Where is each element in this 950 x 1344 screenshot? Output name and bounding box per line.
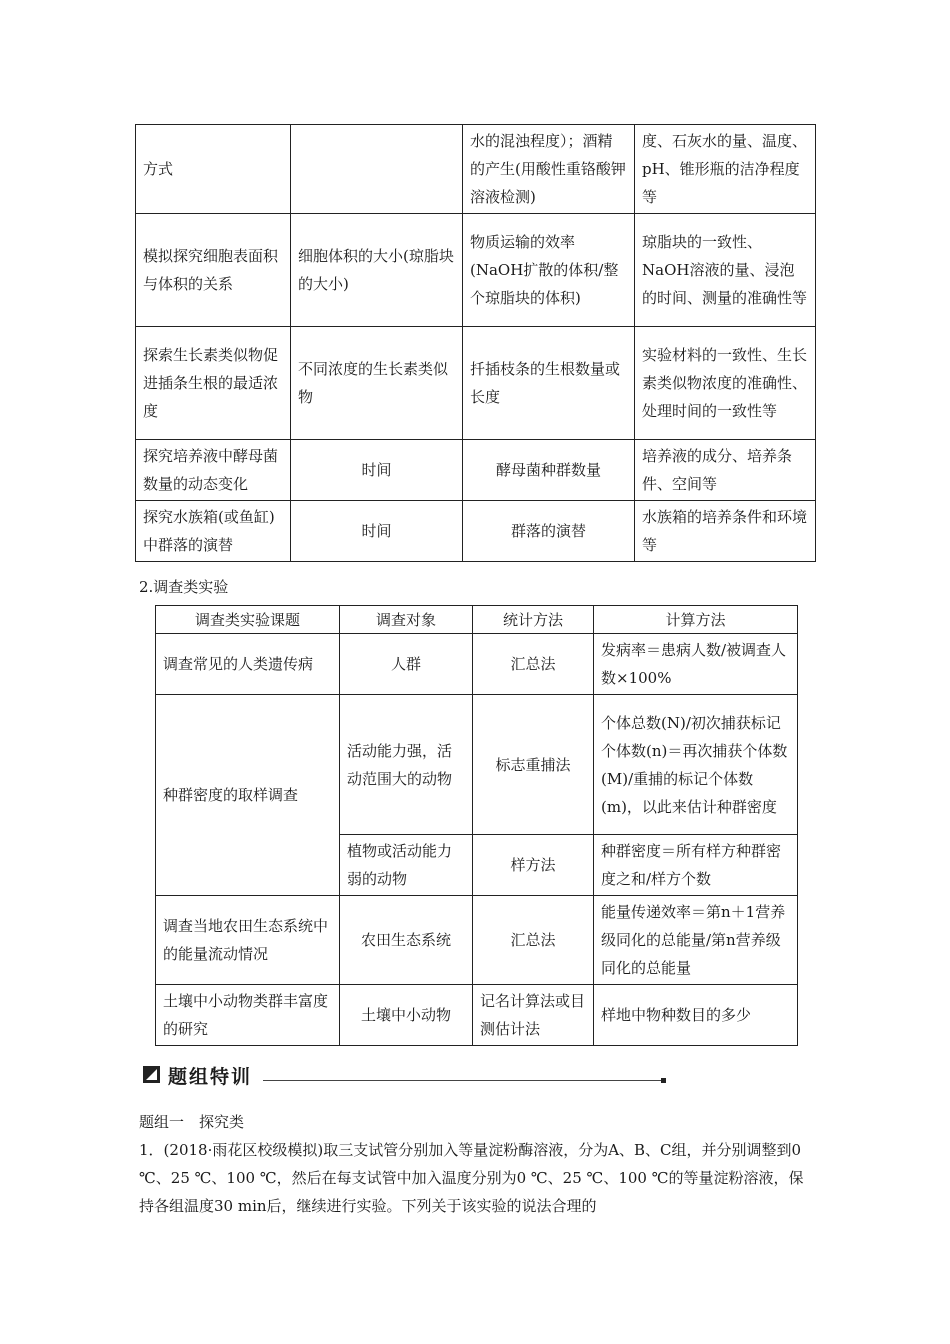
- table-cell: 个体总数(N)/初次捕获标记个体数(n)＝再次捕获个体数(M)/重捕的标记个体数(m)，以此来估计种群密度: [594, 695, 798, 835]
- banner-title: 题组特训: [168, 1066, 253, 1088]
- table-cell: 样地中物种数目的多少: [594, 985, 798, 1046]
- table-row: [136, 214, 816, 327]
- table-cell: [291, 125, 463, 214]
- column-header: 计算方法: [594, 606, 798, 634]
- table-row: [156, 695, 798, 835]
- table-cell: 探索生长素类似物促进插条生根的最适浓度: [136, 327, 291, 440]
- table-cell: 样方法: [473, 835, 594, 896]
- table-cell: 记名计算法或目测估计法: [473, 985, 594, 1046]
- section-banner: [143, 1062, 543, 1088]
- table-cell: 农田生态系统: [340, 896, 473, 985]
- table-cell: 群落的演替: [463, 501, 635, 562]
- table-row: [156, 896, 798, 985]
- table-cell: 调查常见的人类遗传病: [156, 634, 340, 695]
- table-cell: 琼脂块的一致性、NaOH溶液的量、浸泡的时间、测量的准确性等: [635, 214, 816, 327]
- table-cell: 扦插枝条的生根数量或长度: [463, 327, 635, 440]
- table-cell: 能量传递效率＝第n＋1营养级同化的总能量/第n营养级同化的总能量: [594, 896, 798, 985]
- table-cell: 酵母菌种群数量: [463, 440, 635, 501]
- table-cell: 汇总法: [473, 896, 594, 985]
- question-1: 1．(2018·雨花区校级模拟)取三支试管分别加入等量淀粉酶溶液，分为A、B、C组，并分别调整到0 ℃、25 ℃、100 ℃，然后在每支试管中加入温度分别为0 ℃、25 ℃、100 ℃的等量淀粉溶液，保持各组温度30 min后，继续进行实验。下列关于该实验的说法合理的: [139, 1141, 804, 1215]
- square-icon: [143, 1066, 160, 1083]
- table-cell: 实验材料的一致性、生长素类似物浓度的准确性、处理时间的一致性等: [635, 327, 816, 440]
- table-cell: 培养液的成分、培养条件、空间等: [635, 440, 816, 501]
- table-cell: 物质运输的效率(NaOH扩散的体积/整个琼脂块的体积): [463, 214, 635, 327]
- survey-experiment-table: [155, 605, 798, 1046]
- table-cell: 活动能力强，活动范围大的动物: [340, 695, 473, 835]
- table-cell: 水的混浊程度）；酒精的产生(用酸性重铬酸钾溶液检测): [463, 125, 635, 214]
- table-cell: 标志重捕法: [473, 695, 594, 835]
- table-cell: 种群密度的取样调查: [156, 695, 340, 896]
- table-cell: 探究水族箱(或鱼缸)中群落的演替: [136, 501, 291, 562]
- divider-end-mark: [661, 1078, 666, 1083]
- table-cell: 水族箱的培养条件和环境等: [635, 501, 816, 562]
- section-title: 2.调查类实验: [139, 578, 229, 596]
- column-header: 调查对象: [340, 606, 473, 634]
- table-cell: 细胞体积的大小(琼脂块的大小): [291, 214, 463, 327]
- table-cell: 植物或活动能力弱的动物: [340, 835, 473, 896]
- table-cell: 不同浓度的生长素类似物: [291, 327, 463, 440]
- table-row: [156, 634, 798, 695]
- table-cell: 度、石灰水的量、温度、pH、锥形瓶的洁净程度等: [635, 125, 816, 214]
- table-row: [136, 501, 816, 562]
- table-cell: 方式: [136, 125, 291, 214]
- table-row: [136, 125, 816, 214]
- experiment-variables-table: [135, 124, 816, 562]
- column-header: 统计方法: [473, 606, 594, 634]
- table-cell: 人群: [340, 634, 473, 695]
- table-cell: 土壤中小动物: [340, 985, 473, 1046]
- table-row: [136, 440, 816, 501]
- table-cell: 发病率＝患病人数/被调查人数×100%: [594, 634, 798, 695]
- column-header: 调查类实验课题: [156, 606, 340, 634]
- table-cell: 时间: [291, 440, 463, 501]
- table-cell: 土壤中小动物类群丰富度的研究: [156, 985, 340, 1046]
- table-cell: 汇总法: [473, 634, 594, 695]
- table-row: [136, 327, 816, 440]
- table-cell: 种群密度＝所有样方种群密度之和/样方个数: [594, 835, 798, 896]
- table-header-row: [156, 606, 798, 634]
- table-cell: 探究培养液中酵母菌数量的动态变化: [136, 440, 291, 501]
- table-cell: 调查当地农田生态系统中的能量流动情况: [156, 896, 340, 985]
- divider: [263, 1080, 661, 1081]
- table-cell: 时间: [291, 501, 463, 562]
- table-row: [156, 985, 798, 1046]
- table-cell: 模拟探究细胞表面积与体积的关系: [136, 214, 291, 327]
- group-label: 题组一 探究类: [139, 1113, 245, 1131]
